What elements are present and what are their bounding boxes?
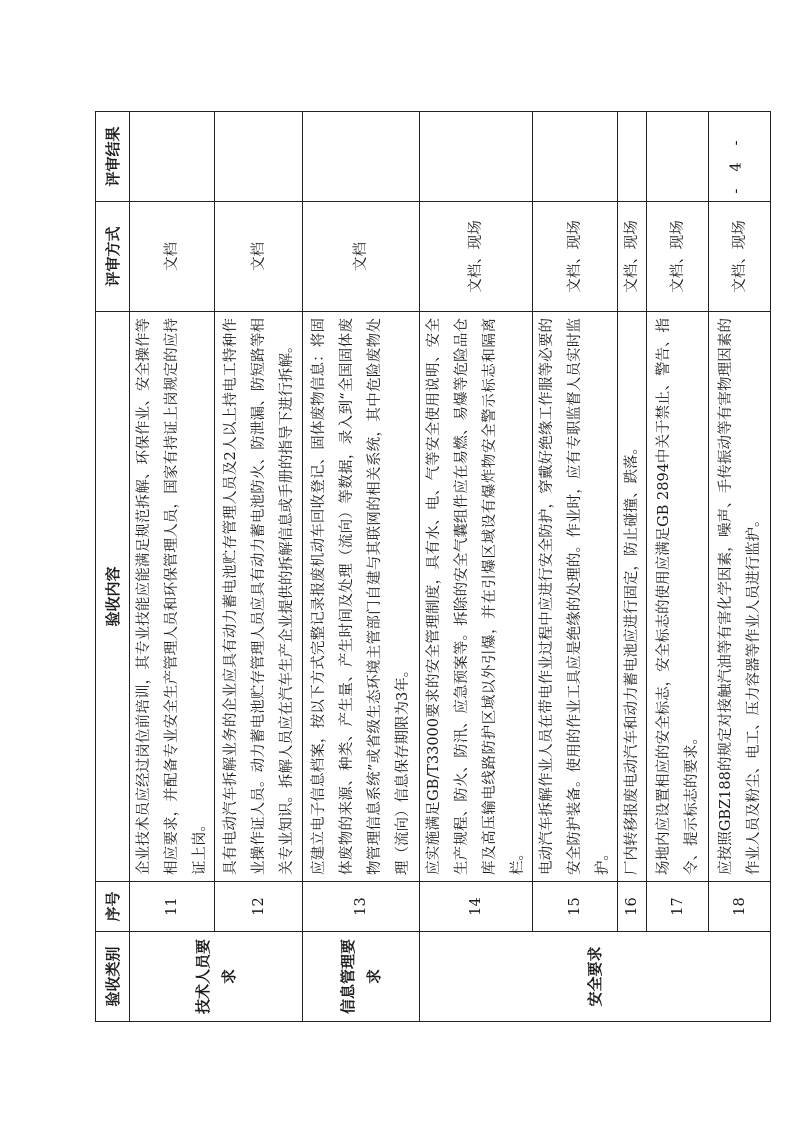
row-result — [130, 112, 215, 202]
table-row — [420, 112, 533, 1022]
header-category: 验收类别 — [96, 932, 130, 1022]
row-content: 场地内应设置相应的安全标志，安全标志的使用应满足GB 2894中关于禁止、警告、指令、提示标志的要求。 — [647, 312, 709, 882]
row-result — [420, 112, 533, 202]
acceptance-table — [95, 111, 771, 1022]
header-content: 验收内容 — [96, 312, 130, 882]
row-number: 17 — [647, 882, 709, 932]
row-method: 文档 — [303, 202, 420, 312]
rotated-table-container — [95, 112, 762, 1022]
row-method: 文档 — [130, 202, 215, 312]
row-content: 厂内转移报废电动汽车和动力蓄电池应进行固定，防止碰撞、跌落。 — [618, 312, 647, 882]
table-row — [130, 112, 215, 1022]
table-row — [618, 112, 647, 1022]
table-header-row — [96, 112, 130, 1022]
row-result — [618, 112, 647, 202]
row-content: 企业技术员应经过岗位前培训，其专业技能应能满足规范拆解、环保作业、安全操作等相应要求，并配备专业安全生产管理人员和环保管理人员，国家有持证上岗规定的应持证上岗。 — [130, 312, 215, 882]
row-method: 文档、现场 — [533, 202, 618, 312]
row-content: 应按照GBZ188的规定对接触汽油等有害化学因素，噪声、手传振动等有害物理因素的作业人员及粉尘、电工、压力容器等作业人员进行监护。 — [709, 312, 771, 882]
category-safety: 安全要求 — [420, 932, 771, 1022]
header-number: 序号 — [96, 882, 130, 932]
row-result — [533, 112, 618, 202]
table-row — [647, 112, 709, 1022]
category-tech: 技术人员要求 — [130, 932, 303, 1022]
row-method: 文档、现场 — [420, 202, 533, 312]
table-row — [533, 112, 618, 1022]
row-number: 15 — [533, 882, 618, 932]
row-content: 应实施满足GB/T33000要求的安全管理制度，具有水、电、气等安全使用说明、安全生产规程、防火、防汛、应急预案等。拆除的安全气囊组件应在易燃、易爆等危险品仓库及高压输电线路防护区域以外引爆，并在引爆区域设有爆炸物安全警示标志和隔离栏。 — [420, 312, 533, 882]
row-number: 12 — [215, 882, 303, 932]
row-number: 16 — [618, 882, 647, 932]
row-result — [303, 112, 420, 202]
table-row — [215, 112, 303, 1022]
row-result — [215, 112, 303, 202]
row-method: 文档、现场 — [618, 202, 647, 312]
category-info: 信息管理要求 — [303, 932, 420, 1022]
header-method: 评审方式 — [96, 202, 130, 312]
row-method: 文档 — [215, 202, 303, 312]
table-row — [303, 112, 420, 1022]
table-row — [709, 112, 771, 1022]
row-content: 应建立电子信息档案，按以下方式完整记录报废机动车回收登记、固体废物信息：将固体废物的来源、种类、产生量、产生时间及处理（流向）等数据，录入到“全国固体废物管理信息系统”或省级生态环境主管部门自建与其联网的相关系统，其中危险废物处理（流向）信息保存期限为3年。 — [303, 312, 420, 882]
row-number: 18 — [709, 882, 771, 932]
row-number: 14 — [420, 882, 533, 932]
page-number: - 4 - — [726, 134, 745, 194]
row-method: 文档、现场 — [709, 202, 771, 312]
row-content: 电动汽车拆解作业人员在带电作业过程中应进行安全防护，穿戴好绝缘工作服等必要的安全防护装备。使用的作业工具应是绝缘的处理的。作业时，应有专职监督人员实时监护。 — [533, 312, 618, 882]
row-content: 具有电动汽车拆解业务的企业应具有动力蓄电池贮存管理人员及2人以上持电工特种作业操作证人员。动力蓄电池贮存管理人员应具有动力蓄电池防火、防泄漏、防短路等相关专业知识。拆解人员应在汽车生产企业提供的拆解信息或手册的指导下进行拆解。 — [215, 312, 303, 882]
row-number: 11 — [130, 882, 215, 932]
header-result: 评审结果 — [96, 112, 130, 202]
row-number: 13 — [303, 882, 420, 932]
row-method: 文档、现场 — [647, 202, 709, 312]
row-result — [647, 112, 709, 202]
